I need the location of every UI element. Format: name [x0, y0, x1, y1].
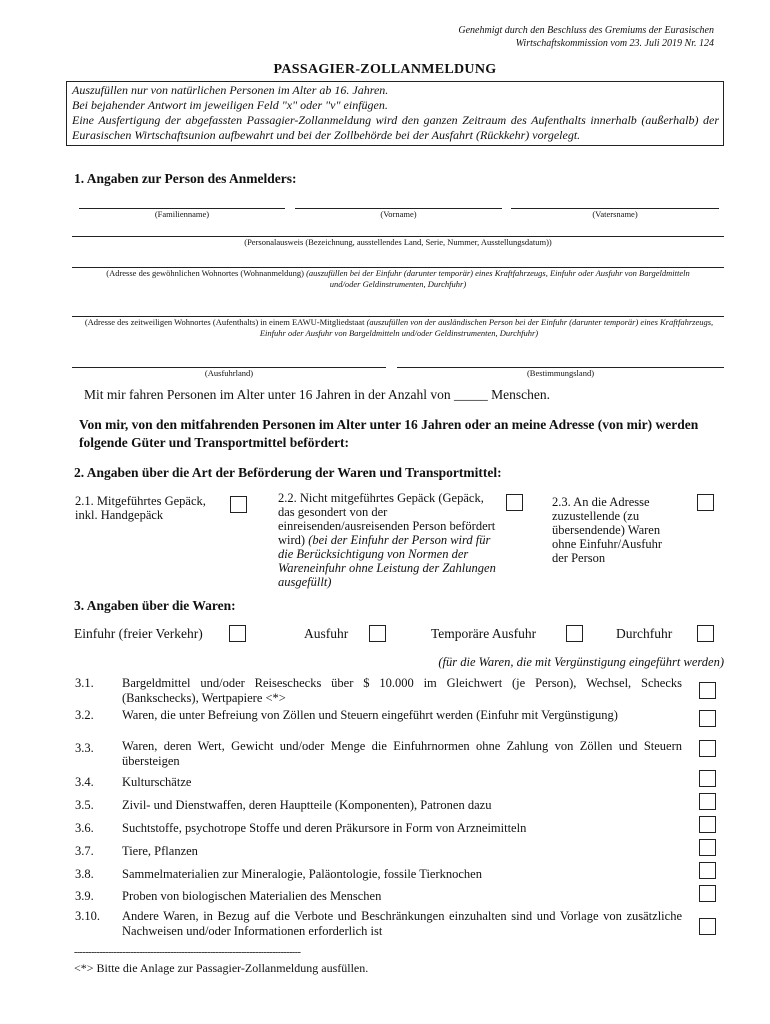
residence-main: (Adresse des gewöhnlichen Wohnortes (Wohnanmeldung) [106, 268, 304, 278]
transport-option-address: 2.3. An die Adresse zuzustellende (zu übersendende) Waren ohne Einfuhr/Ausfuhr der Person [552, 495, 663, 565]
approval-note [384, 24, 714, 50]
patronymic-label: (Vatersname) [592, 209, 638, 219]
section1-heading: 1. Angaben zur Person des Anmelders: [74, 171, 297, 186]
item-text: Andere Waren, in Bezug auf die Verbote und Beschränkungen einzuhalten sind und Vorlage von zusätzliche Nachweisen und/oder Informationen erforderlich ist [122, 909, 682, 938]
item-number: 3.5. [75, 798, 94, 812]
item-checkbox[interactable] [699, 770, 716, 787]
item-number: 3.2. [75, 708, 94, 722]
item-checkbox[interactable] [699, 862, 716, 879]
list-item [75, 889, 716, 911]
item-text: Waren, die unter Befreiung von Zöllen und Steuern eingeführt werden (Einfuhr mit Vergünstigung) [122, 708, 618, 722]
list-item [75, 844, 716, 866]
departure-country-label: (Ausfuhrland) [204, 368, 254, 378]
approval-line-2: Wirtschaftskommission vom 23. Juli 2019 Nr. 124 [515, 38, 714, 49]
temp-residence-main: (Adresse des zeitweiligen Wohnortes (Aufenthalts) in einem EAWU-Mitgliedstaat [84, 317, 365, 327]
item-text: Proben von biologischen Materialien des Menschen [122, 889, 382, 903]
item-number: 3.7. [75, 844, 94, 858]
item-checkbox[interactable] [699, 682, 716, 699]
family-name-label: (Familienname) [154, 209, 210, 219]
list-item [75, 909, 716, 941]
item-checkbox[interactable] [699, 839, 716, 856]
item-number: 3.10. [75, 909, 100, 923]
export-checkbox[interactable] [369, 625, 386, 642]
goods-statement: Von mir, von den mitfahrenden Personen im Alter unter 16 Jahren oder an meine Adresse (von mir) werden folgende Güter und Transportmittel befördert: [79, 417, 699, 450]
list-item [75, 798, 716, 820]
list-item [75, 676, 716, 708]
residence-note: (auszufüllen bei der Einfuhr (darunter temporär) eines Kraftfahrzeugs, Einfuhr oder Ausfuhr von Bargeldmitteln und/oder Geldinstrumenten, Durchfuhr) [306, 268, 690, 289]
item-checkbox[interactable] [699, 885, 716, 902]
footnote-separator: -------------------------------------------------------------------------------- [74, 947, 301, 958]
approval-line-1: Genehmigt durch den Beschluss des Gremiums der Eurasischen [458, 25, 714, 36]
item-checkbox[interactable] [699, 740, 716, 757]
item-text: Waren, deren Wert, Gewicht und/oder Menge die Einfuhrnormen ohne Zahlung von Zöllen und Steuern übersteigen [122, 739, 682, 768]
item-text: Tiere, Pflanzen [122, 844, 198, 858]
item-checkbox[interactable] [699, 710, 716, 727]
item-number: 3.9. [75, 889, 94, 903]
destination-country-label: (Bestimmungsland) [526, 368, 595, 378]
benefit-note: (für die Waren, die mit Vergünstigung eingeführt werden) [438, 655, 724, 669]
intro-line-3: Eine Ausfertigung der abgefassten Passagier-Zollanmeldung wird den ganzen Zeitraum des Aufenthalts innerhalb (außerhalb) der Eurasischen Wirtschaftsunion aufbewahrt und bei der Zollbehörde bei der Ausfahrt (Rückkehr) vorgelegt. [72, 113, 719, 142]
children-count-text: Mit mir fahren Personen im Alter unter 16 Jahren in der Anzahl von _____ Menschen. [84, 387, 551, 402]
import-label: Einfuhr (freier Verkehr) [74, 626, 203, 641]
unaccompanied-checkbox[interactable] [506, 494, 523, 511]
list-item [75, 867, 716, 889]
item-text: Zivil- und Dienstwaffen, deren Hauptteile (Komponenten), Patronen dazu [122, 798, 492, 812]
temp-residence-label [80, 317, 718, 339]
unaccompanied-main: 2.2. Nicht mitgeführtes Gepäck (Gepäck, das gesondert von der einreisenden/ausreisenden Person befördert wird) [278, 491, 496, 547]
temp-residence-note: (auszufüllen von der ausländischen Person bei der Einfuhr (darunter temporär) eines Kraftfahrzeugs, Einfuhr oder Ausfuhr von Bargeldmitteln und/oder Geldinstrumenten, Durchfuhr) [259, 317, 714, 338]
temporary-export-checkbox[interactable] [566, 625, 583, 642]
section2-heading: 2. Angaben über die Art der Beförderung der Waren und Transportmittel: [74, 465, 502, 480]
item-checkbox[interactable] [699, 816, 716, 833]
list-item [75, 821, 716, 843]
transit-checkbox[interactable] [697, 625, 714, 642]
first-name-label: (Vorname) [380, 209, 417, 219]
item-number: 3.4. [75, 775, 94, 789]
item-text: Suchtstoffe, psychotrope Stoffe und deren Präkursore in Form von Arzneimitteln [122, 821, 527, 835]
goods-list [75, 676, 716, 941]
unaccompanied-note: (bei der Einfuhr der Person wird für die Berücksichtigung von Normen der Wareneinfuhr ohne Leistung der Zahlungen ausgefüllt) [278, 533, 496, 589]
item-text: Kulturschätze [122, 775, 192, 789]
list-item [75, 775, 716, 797]
section3-heading: 3. Angaben über die Waren: [74, 598, 236, 613]
item-number: 3.6. [75, 821, 94, 835]
item-text: Bargeldmittel und/oder Reiseschecks über $ 10.000 im Gleichwert (je Person), Wechsel, Schecks (Bankschecks), Wertpapiere <*> [122, 676, 682, 705]
list-item [75, 708, 716, 740]
document-title: PASSAGIER-ZOLLANMELDUNG [273, 62, 497, 77]
intro-box [66, 81, 724, 146]
hand-luggage-checkbox[interactable] [230, 496, 247, 513]
item-number: 3.1. [75, 676, 94, 690]
item-checkbox[interactable] [699, 793, 716, 810]
item-text: Sammelmaterialien zur Mineralogie, Paläontologie, fossile Tierknochen [122, 867, 482, 881]
temporary-export-label: Temporäre Ausfuhr [431, 626, 537, 641]
footnote-text: <*> Bitte die Anlage zur Passagier-Zollanmeldung ausfüllen. [74, 961, 369, 975]
import-checkbox[interactable] [229, 625, 246, 642]
intro-line-2: Bei bejahender Antwort im jeweiligen Feld "x" oder "v" einfügen. [72, 98, 388, 112]
item-checkbox[interactable] [699, 918, 716, 935]
residence-label [96, 268, 700, 290]
transport-option-hand-luggage: 2.1. Mitgeführtes Gepäck, inkl. Handgepäck [75, 494, 206, 522]
intro-line-1: Auszufüllen nur von natürlichen Personen im Alter ab 16. Jahren. [72, 83, 389, 97]
item-number: 3.8. [75, 867, 94, 881]
list-item [75, 739, 716, 771]
address-delivery-checkbox[interactable] [697, 494, 714, 511]
item-number: 3.3. [75, 741, 94, 755]
passport-label: (Personalausweis (Bezeichnung, ausstellendes Land, Serie, Nummer, Ausstellungsdatum)) [244, 237, 552, 247]
transport-option-unaccompanied [278, 491, 500, 589]
export-label: Ausfuhr [304, 626, 349, 641]
transit-label: Durchfuhr [616, 626, 673, 641]
